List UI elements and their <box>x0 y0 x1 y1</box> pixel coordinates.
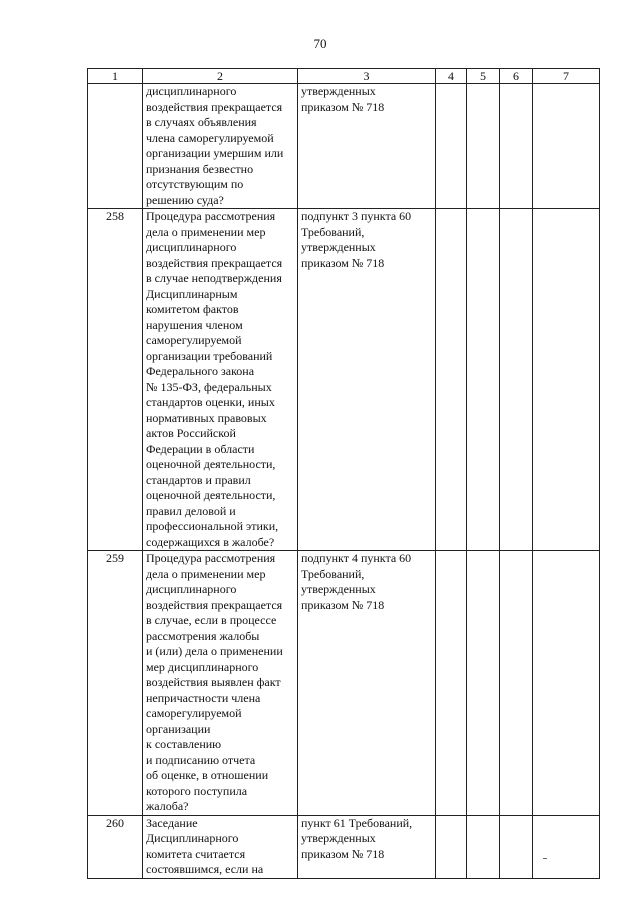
row-reference: пункт 61 Требований, утвержденных приказом № 718 <box>298 815 436 878</box>
row-cell-4 <box>436 84 467 209</box>
row-cell-7 <box>533 551 600 816</box>
row-cell-5 <box>467 551 500 816</box>
table-row <box>88 551 600 816</box>
row-description: Процедура рассмотрения дела о применении мер дисциплинарного воздействия прекращается в случае, если в процессе рассмотрения жалобы и (или) дела о применении мер дисциплинарного воздействия выявлен факт непричастности члена саморегулируемой организации к составлению и подписанию отчета об оценке, в отношении которого поступила жалоба? <box>143 551 298 816</box>
row-cell-7 <box>533 815 600 878</box>
table-row <box>88 815 600 878</box>
row-cell-6 <box>500 815 533 878</box>
table-row <box>88 84 600 209</box>
row-number: 259 <box>88 551 143 816</box>
page-number: 70 <box>313 36 327 51</box>
row-number <box>88 84 143 209</box>
row-number: 258 <box>88 209 143 551</box>
requirements-table <box>87 68 600 879</box>
row-description: дисциплинарного воздействия прекращается в случаях объявления члена саморегулируемой организации умершим или признания безвестно отсутствующим по решению суда? <box>143 84 298 209</box>
row-reference: подпункт 3 пункта 60 Требований, утвержденных приказом № 718 <box>298 209 436 551</box>
header-cell: 5 <box>467 69 500 84</box>
row-cell-5 <box>467 815 500 878</box>
row-cell-4 <box>436 815 467 878</box>
header-cell: 1 <box>88 69 143 84</box>
row-number: 260 <box>88 815 143 878</box>
header-cell: 2 <box>143 69 298 84</box>
row-description: Процедура рассмотрения дела о применении мер дисциплинарного воздействия прекращается в случае неподтверждения Дисциплинарным комитетом фактов нарушения членом саморегулируемой организации требований Федерального закона № 135-ФЗ, федеральных стандартов оценки, иных нормативных правовых актов Российской Федерации в области оценочной деятельности, стандартов и правил оценочной деятельности, правил деловой и профессиональной этики, содержащихся в жалобе? <box>143 209 298 551</box>
table-row <box>88 209 600 551</box>
header-cell: 6 <box>500 69 533 84</box>
row-cell-6 <box>500 84 533 209</box>
row-description: Заседание Дисциплинарного комитета считается состоявшимся, если на <box>143 815 298 878</box>
header-cell: 4 <box>436 69 467 84</box>
row-cell-6 <box>500 551 533 816</box>
header-cell: 7 <box>533 69 600 84</box>
row-reference: утвержденных приказом № 718 <box>298 84 436 209</box>
row-cell-4 <box>436 209 467 551</box>
row-cell-5 <box>467 84 500 209</box>
scan-mark <box>543 858 547 859</box>
table-header-row <box>88 69 600 84</box>
row-cell-6 <box>500 209 533 551</box>
row-cell-7 <box>533 84 600 209</box>
row-cell-5 <box>467 209 500 551</box>
row-cell-4 <box>436 551 467 816</box>
row-cell-7 <box>533 209 600 551</box>
row-reference: подпункт 4 пункта 60 Требований, утвержденных приказом № 718 <box>298 551 436 816</box>
header-cell: 3 <box>298 69 436 84</box>
